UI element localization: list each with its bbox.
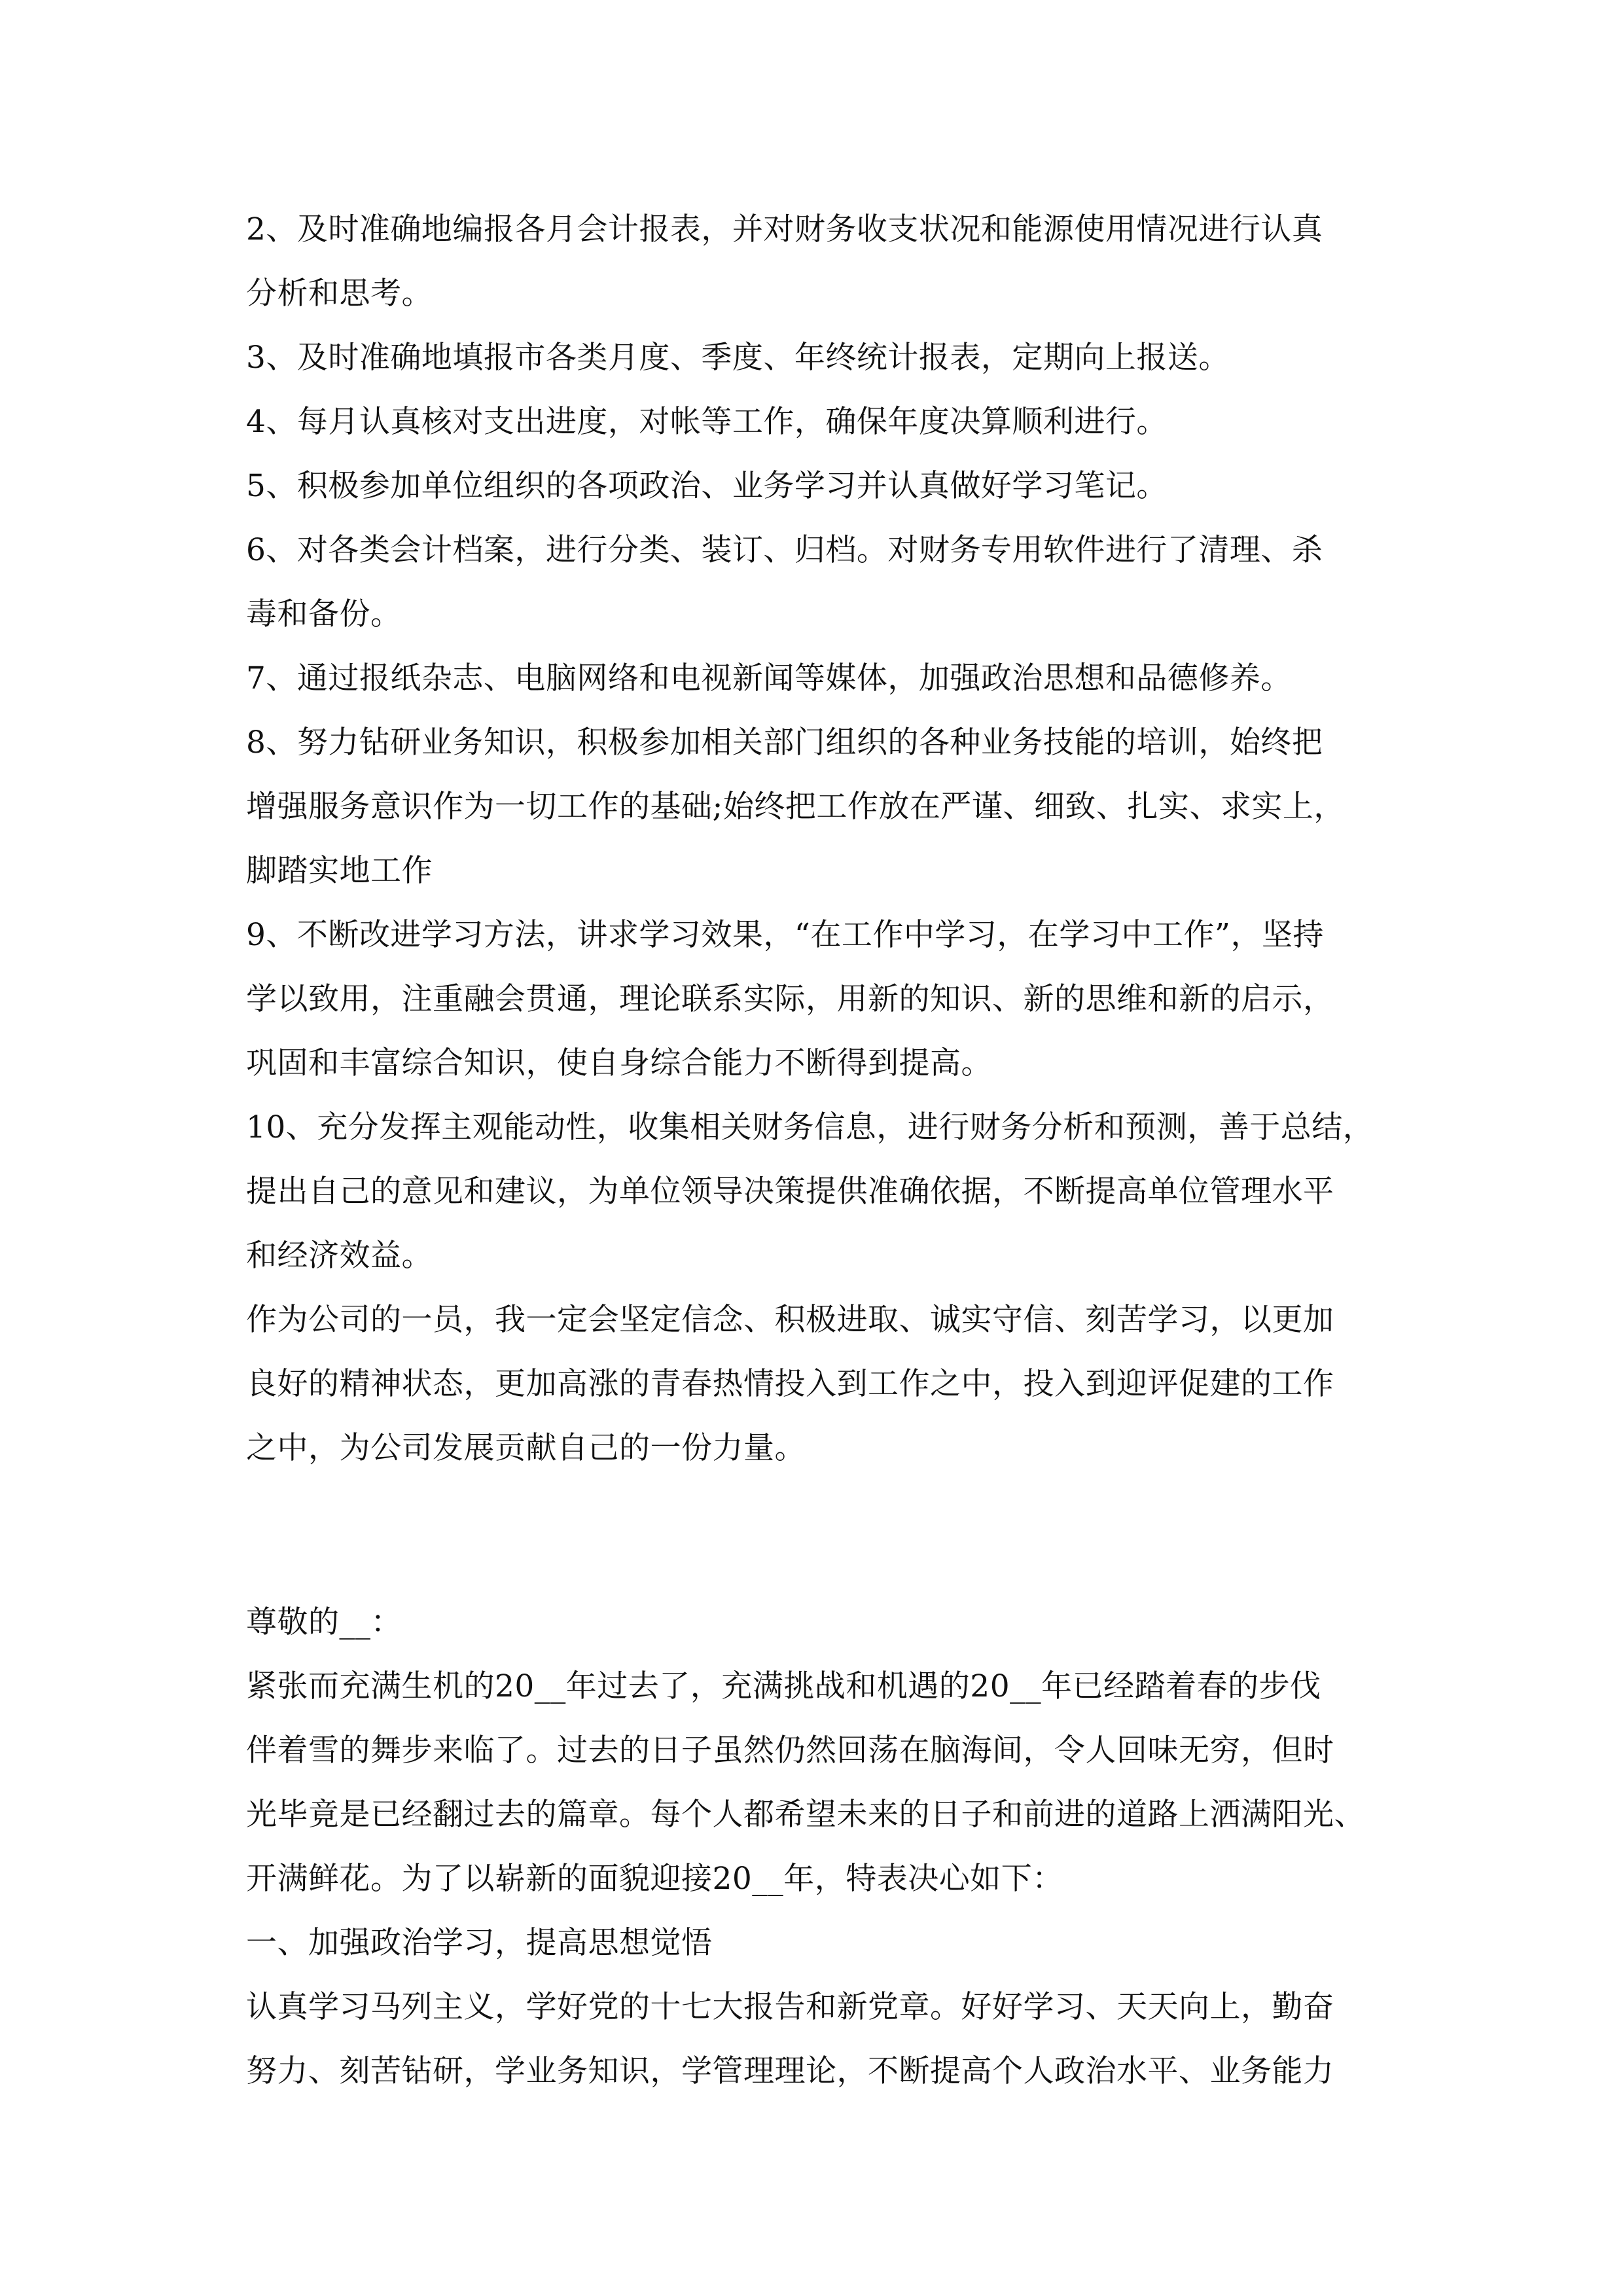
- text-line: 毒和备份。: [246, 596, 402, 632]
- text-line: 认真学习马列主义，学好党的十七大报告和新党章。好好学习、天天向上，勤奋: [246, 1989, 1334, 2025]
- text-line: 良好的精神状态，更加高涨的青春热情投入到工作之中，投入到迎评促建的工作: [246, 1366, 1334, 1402]
- text-line: 8、努力钻研业务知识，积极参加相关部门组织的各种业务技能的培训，始终把: [246, 725, 1323, 761]
- text-line: 5、积极参加单位组织的各项政治、业务学习并认真做好学习笔记。: [246, 468, 1168, 504]
- text-line: 10、充分发挥主观能动性，收集相关财务信息，进行财务分析和预测，善于总结，: [246, 1109, 1374, 1145]
- text-line: 2、及时准确地编报各月会计报表，并对财务收支状况和能源使用情况进行认真: [246, 211, 1323, 247]
- text-line: 分析和思考。: [246, 276, 433, 312]
- text-line: 伴着雪的舞步来临了。过去的日子虽然仍然回荡在脑海间，令人回味无穷，但时: [246, 1732, 1334, 1768]
- text-line: 和经济效益。: [246, 1238, 433, 1274]
- text-line: 学以致用，注重融会贯通，理论联系实际，用新的知识、新的思维和新的启示，: [246, 981, 1334, 1017]
- text-line: 9、不断改进学习方法，讲求学习效果，“在工作中学习，在学习中工作”，坚持: [246, 917, 1324, 953]
- text-line: 开满鲜花。为了以崭新的面貌迎接20__年，特表决心如下：: [246, 1861, 1063, 1897]
- text-line: 巩固和丰富综合知识，使自身综合能力不断得到提高。: [246, 1045, 992, 1081]
- text-line: 脚踏实地工作: [246, 853, 433, 889]
- text-line: 6、对各类会计档案，进行分类、装订、归档。对财务专用软件进行了清理、杀: [246, 532, 1323, 568]
- text-line: 作为公司的一员，我一定会坚定信念、积极进取、诚实守信、刻苦学习，以更加: [246, 1302, 1334, 1338]
- text-line: 7、通过报纸杂志、电脑网络和电视新闻等媒体，加强政治思想和品德修养。: [246, 660, 1292, 696]
- salutation: 尊敬的__：: [246, 1604, 402, 1640]
- document-page: [246, 198, 1385, 2104]
- section-gap: [246, 1480, 1385, 1590]
- text-line: 3、及时准确地填报市各类月度、季度、年终统计报表，定期向上报送。: [246, 340, 1230, 376]
- text-line: 光毕竟是已经翻过去的篇章。每个人都希望未来的日子和前进的道路上洒满阳光、: [246, 1797, 1365, 1833]
- text-line: 努力、刻苦钻研，学业务知识，学管理理论，不断提高个人政治水平、业务能力: [246, 2053, 1334, 2089]
- text-line: 之中，为公司发展贡献自己的一份力量。: [246, 1430, 806, 1466]
- text-line: 紧张而充满生机的20__年过去了，充满挑战和机遇的20__年已经踏着春的步伐: [246, 1668, 1321, 1704]
- section-heading: 一、加强政治学习，提高思想觉悟: [246, 1925, 713, 1961]
- text-line: 提出自己的意见和建议，为单位领导决策提供准确依据，不断提高单位管理水平: [246, 1174, 1334, 1210]
- text-line: 增强服务意识作为一切工作的基础;始终把工作放在严谨、细致、扎实、求实上，: [246, 789, 1345, 825]
- text-line: 4、每月认真核对支出进度，对帐等工作，确保年度决算顺利进行。: [246, 404, 1168, 440]
